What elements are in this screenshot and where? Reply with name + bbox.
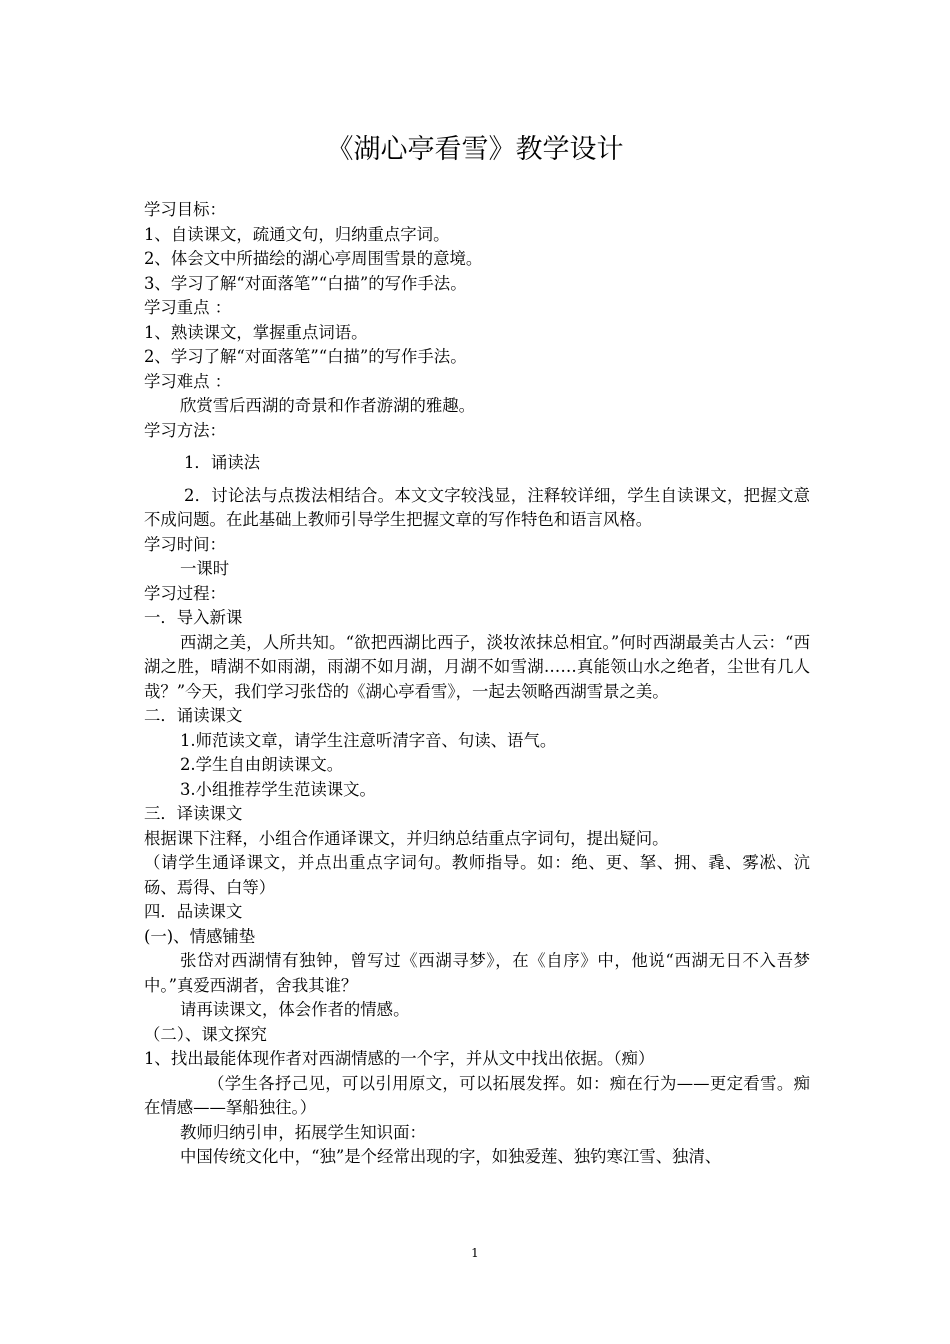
difficulty-text: 欣赏雪后西湖的奇景和作者游湖的雅趣。 (180, 396, 476, 415)
subsection-1-heading: (一)、情感铺垫 (144, 926, 256, 946)
section-1-heading: 一．导入新课 (144, 608, 243, 627)
section-4-heading: 四．品读课文 (144, 902, 243, 921)
goal-item-3: 3、学习了解“对面落笔”“白描”的写作手法。 (144, 273, 467, 293)
time-text: 一课时 (180, 559, 230, 578)
subsection-1-text: 张岱对西湖情有独钟，曾写过《西湖寻梦》，在《自序》中，他说“西湖无日不入吾梦中。”真爱西湖者，舍我其谁？ (144, 951, 810, 995)
culture-note: 中国传统文化中，“独”是个经常出现的字，如独爱莲、独钓寒江雪、独清、 (180, 1147, 722, 1166)
subsection-1-prompt: 请再读课文，体会作者的情感。 (180, 1000, 410, 1019)
heading-learning-goals: 学习目标： (144, 200, 226, 219)
teacher-summary: 教师归纳引申，拓展学生知识面： (180, 1122, 426, 1142)
subsection-2-heading: （二）、课文探究 (144, 1024, 267, 1044)
method-item-1: 1．诵读法 (184, 453, 260, 472)
section-2-item-1: 1.师范读文章，请学生注意听清字音、句读、语气。 (180, 730, 557, 750)
document-title: 《湖心亭看雪》教学设计 (326, 134, 624, 165)
method-item-2: 2．讨论法与点拨法相结合。本文文字较浅显，注释较详细，学生自读课文，把握文意不成问题。在此基础上教师引导学生把握文章的写作特色和语言风格。 (144, 485, 810, 529)
section-2-item-2: 2.学生自由朗读课文。 (180, 755, 344, 774)
section-3-text: 根据课下注释，小组合作通译课文，并归纳总结重点字词句，提出疑问。 (144, 828, 669, 848)
heading-methods: 学习方法： (144, 420, 226, 440)
key-point-2: 2、学习了解“对面落笔”“白描”的写作手法。 (144, 347, 467, 366)
heading-key-points: 学习重点 ： (144, 298, 232, 317)
goal-item-2: 2、体会文中所描绘的湖心亭周围雪景的意境。 (144, 249, 483, 268)
document-body (144, 198, 810, 1170)
heading-difficulties: 学习难点 ： (144, 371, 232, 391)
question-1-answer: （学生各抒己见，可以引用原文，可以拓展发挥。如：痴在行为——更定看雪。痴在情感——拏船独往。） (144, 1073, 810, 1117)
section-3-heading: 三．译读课文 (144, 804, 243, 823)
section-2-heading: 二．诵读课文 (144, 706, 243, 725)
section-2-item-3: 3.小组推荐学生范读课文。 (180, 779, 376, 799)
key-point-1: 1、熟读课文，掌握重点词语。 (144, 322, 368, 342)
heading-time: 学习时间： (144, 534, 226, 554)
page-number: 1 (471, 1246, 479, 1260)
section-3-note: （请学生通译课文，并点出重点字词句。教师指导。如：绝、更、拏、拥、毳、雾凇、沆砀、焉得、白等） (144, 853, 810, 897)
question-1: 1、找出最能体现作者对西湖情感的一个字，并从文中找出依据。（痴） (144, 1049, 655, 1068)
goal-item-1: 1、自读课文，疏通文句，归纳重点字词。 (144, 224, 450, 244)
section-1-text: 西湖之美，人所共知。“欲把西湖比西子，淡妆浓抹总相宜。”何时西湖最美古人云：“西湖之胜，晴湖不如雨湖，雨湖不如月湖，月湖不如雪湖……真能领山水之绝者，尘世有几人哉？”今天，我们学习张岱的《湖心亭看雪》，一起去领略西湖雪景之美。 (144, 632, 810, 701)
heading-process: 学习过程： (144, 583, 226, 603)
